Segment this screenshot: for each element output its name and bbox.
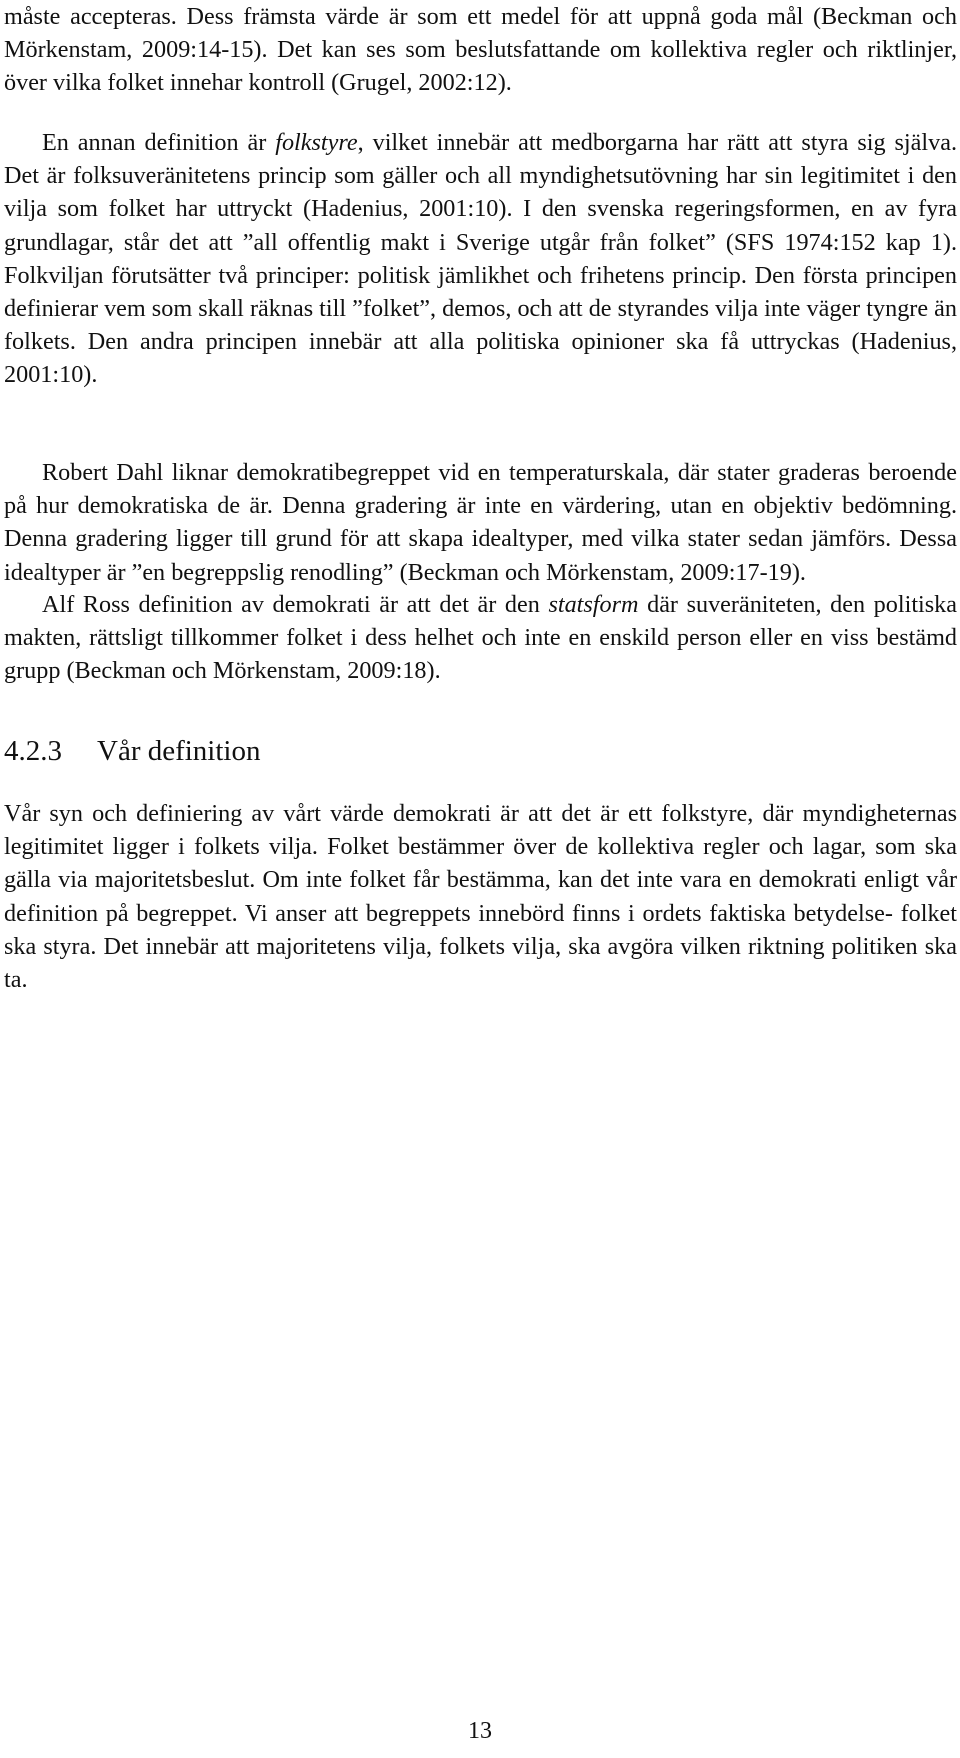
- paragraph-ross-text-after: där suveräniteten, den politiska makten, rättsligt tillkommer folket i dess helhet och inte en enskild person eller en viss bestämd grupp (Beckman och Mörkenstam, 2009:18).: [4, 591, 957, 685]
- paragraph-definition: Vår syn och definiering av vårt värde demokrati är att det är ett folkstyre, där myndigheternas legitimitet ligger i folkets vilja. Folket bestämmer över de kollektiva regler och lagar, som ska gälla via majoritetsbeslut. Om inte folket får bestämma, kan det inte vara en demokrati enligt vår definition på begreppet. Vi anser att begreppets innebörd finns i ordets faktiska betydelse- folket ska styra. Det innebär att majoritetens vilja, folkets vilja, ska avgöra vilken riktning politiken ska ta.: [4, 800, 957, 994]
- section-title: Vår definition: [97, 735, 261, 767]
- emphasis-statsform: statsform: [548, 591, 639, 618]
- section-heading: [4, 733, 260, 769]
- paragraph-folkstyre-text-after: , vilket innebär att medborgarna har rätt att styra sig själva. Det är folksuveränitetens princip som gäller och all myndighetsutövning har sin legitimitet i den vilja som folket har uttryckt (Hadenius, 2001:10). I den svenska regeringsformen, en av fyra grundlagar, står det att ”all offentlig makt i Sverige utgår från folket” (SFS 1974:152 kap 1). Folkviljan förutsätter två principer: politisk jämlikhet och frihetens princip. Den första principen definierar vem som skall räknas till ”folket”, demos, och att de styrandes vilja inte väger tyngre än folkets. Den andra principen innebär att alla politiska opinioner ska få uttryckas (Hadenius, 2001:10).: [4, 129, 957, 389]
- page-number: 13: [468, 1718, 492, 1744]
- section-number: 4.2.3: [4, 735, 62, 767]
- paragraph-ross-text-before: Alf Ross definition av demokrati är att det är den: [42, 591, 549, 618]
- emphasis-folkstyre: folkstyre: [275, 129, 358, 156]
- paragraph-folkstyre-text-before: En annan definition är: [42, 129, 276, 156]
- paragraph-continued: måste accepteras. Dess främsta värde är som ett medel för att uppnå goda mål (Beckman och Mörkenstam, 2009:14-15). Det kan ses som beslutsfattande om kollektiva regler och riktlinjer, över vilka folket innehar kontroll (Grugel, 2002:12).: [4, 3, 957, 97]
- paragraph-ross: [4, 588, 957, 688]
- paragraph-folkstyre: [4, 126, 957, 392]
- paragraph-dahl: Robert Dahl liknar demokratibegreppet vid en temperaturskala, där stater graderas beroende på hur demokratiska de är. Denna gradering är inte en värdering, utan en objektiv bedömning. Denna gradering ligger till grund för att skapa idealtyper, med vilka stater sedan jämförs. Dessa idealtyper är ”en begreppslig renodling” (Beckman och Mörkenstam, 2009:17-19).: [4, 459, 957, 586]
